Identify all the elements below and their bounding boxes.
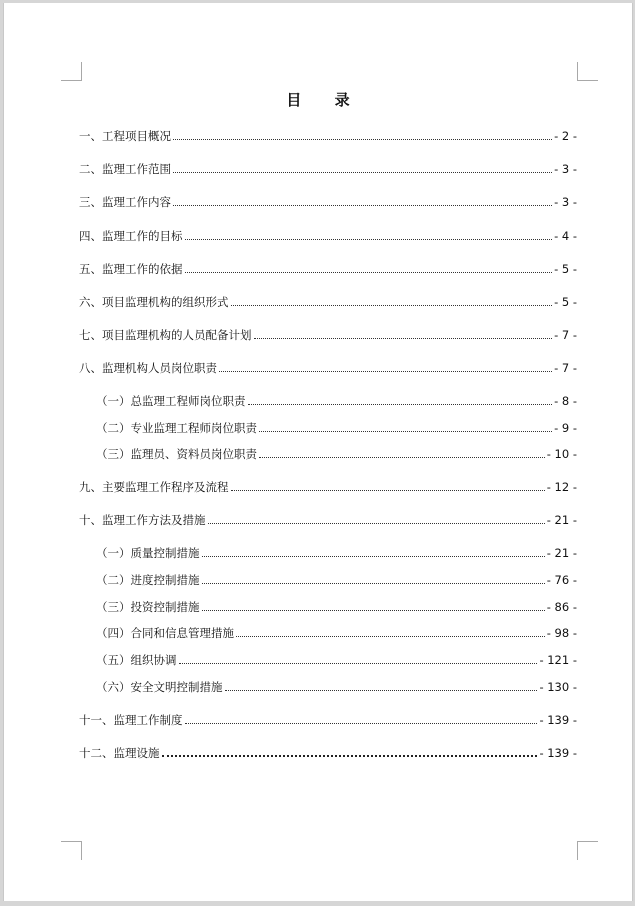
toc-leader xyxy=(231,305,553,306)
toc-entry-page: - 21 - xyxy=(546,513,577,527)
document-page xyxy=(3,3,633,901)
toc-entry[interactable] xyxy=(79,127,577,143)
toc-leader xyxy=(259,431,552,432)
toc-entry[interactable] xyxy=(96,678,577,694)
toc-leader xyxy=(231,490,545,491)
toc-leader xyxy=(208,523,545,524)
toc-entry-page: - 2 - xyxy=(554,129,577,143)
toc-entry-label: （一）质量控制措施 xyxy=(96,546,200,560)
toc-entry[interactable] xyxy=(79,326,577,342)
toc-leader xyxy=(179,663,538,664)
toc-entry[interactable] xyxy=(79,160,577,176)
toc-leader xyxy=(248,404,553,405)
toc-entry-page: - 9 - xyxy=(554,421,577,435)
toc-entry-label: 八、监理机构人员岗位职责 xyxy=(79,361,217,375)
toc-entry-label: （五）组织协调 xyxy=(96,653,177,667)
toc-entry[interactable] xyxy=(79,227,577,243)
crop-mark-bottom-left xyxy=(61,841,82,860)
toc-entry-label: 十、监理工作方法及措施 xyxy=(79,513,206,527)
toc-title: 目 录 xyxy=(286,91,364,109)
toc-entry[interactable] xyxy=(79,359,577,375)
toc-entry-page: - 7 - xyxy=(554,328,577,342)
toc-entry-page: - 4 - xyxy=(554,229,577,243)
toc-entry-page: - 3 - xyxy=(554,195,577,209)
toc-entry-label: （三）投资控制措施 xyxy=(96,600,200,614)
crop-mark-top-left xyxy=(61,62,82,81)
toc-leader xyxy=(225,690,538,691)
toc-entry-label: （六）安全文明控制措施 xyxy=(96,680,223,694)
toc-entry-label: 七、项目监理机构的人员配备计划 xyxy=(79,328,252,342)
toc-leader xyxy=(202,556,545,557)
toc-entry-label: （二）专业监理工程师岗位职责 xyxy=(96,421,257,435)
toc-entry-page: - 7 - xyxy=(554,361,577,375)
toc-entry[interactable] xyxy=(96,445,577,461)
toc-entry-label: （二）进度控制措施 xyxy=(96,573,200,587)
toc-leader xyxy=(202,610,545,611)
toc-entry-page: - 8 - xyxy=(554,394,577,408)
toc-entry-page: - 5 - xyxy=(554,262,577,276)
toc-entry[interactable] xyxy=(79,711,577,727)
toc-entry[interactable] xyxy=(79,511,577,527)
toc-entry-page: - 10 - xyxy=(546,447,577,461)
toc-leader xyxy=(185,239,553,240)
toc-entry[interactable] xyxy=(96,392,577,408)
toc-entry-page: - 3 - xyxy=(554,162,577,176)
toc-leader xyxy=(173,139,552,140)
toc-leader xyxy=(236,636,545,637)
toc-leader xyxy=(254,338,553,339)
toc-entry-label: （四）合同和信息管理措施 xyxy=(96,626,234,640)
toc-entry-label: 三、监理工作内容 xyxy=(79,195,171,209)
toc-leader xyxy=(202,583,545,584)
toc-entry-label: 十一、监理工作制度 xyxy=(79,713,183,727)
toc-entry[interactable] xyxy=(96,544,577,560)
toc-leader xyxy=(219,371,552,372)
toc-entry-label: 四、监理工作的目标 xyxy=(79,229,183,243)
toc-entry[interactable] xyxy=(96,571,577,587)
crop-mark-top-right xyxy=(577,62,598,81)
toc-entry-page: - 76 - xyxy=(546,573,577,587)
toc-entry-label: 一、工程项目概况 xyxy=(79,129,171,143)
toc-entry[interactable] xyxy=(79,293,577,309)
toc-entry-label: 六、项目监理机构的组织形式 xyxy=(79,295,229,309)
toc-entry-page: - 130 - xyxy=(539,680,577,694)
toc-entry[interactable] xyxy=(96,651,577,667)
toc-entry-page: - 21 - xyxy=(546,546,577,560)
toc-entry[interactable] xyxy=(96,624,577,640)
toc-leader xyxy=(259,457,545,458)
toc-entry-label: 五、监理工作的依据 xyxy=(79,262,183,276)
toc-entry-page: - 139 - xyxy=(539,713,577,727)
toc-leader xyxy=(185,723,538,724)
toc-entry-label: （三）监理员、资料员岗位职责 xyxy=(96,447,257,461)
toc-leader xyxy=(185,272,553,273)
toc-leader xyxy=(173,205,552,206)
toc-entry-page: - 12 - xyxy=(546,480,577,494)
toc-entry-page: - 139 - xyxy=(539,746,577,760)
toc-entry-page: - 86 - xyxy=(546,600,577,614)
toc-entry[interactable] xyxy=(96,598,577,614)
toc-leader xyxy=(173,172,552,173)
toc-leader xyxy=(162,755,538,757)
toc-entry-label: 九、主要监理工作程序及流程 xyxy=(79,480,229,494)
toc-entry-page: - 5 - xyxy=(554,295,577,309)
toc-entry-page: - 98 - xyxy=(546,626,577,640)
toc-entry[interactable] xyxy=(79,260,577,276)
toc-entry-label: （一）总监理工程师岗位职责 xyxy=(96,394,246,408)
crop-mark-bottom-right xyxy=(577,841,598,860)
toc-entry[interactable] xyxy=(79,478,577,494)
toc-entry[interactable] xyxy=(79,744,577,760)
toc-entry[interactable] xyxy=(79,193,577,209)
toc-entry-label: 二、监理工作范围 xyxy=(79,162,171,176)
toc-entry[interactable] xyxy=(96,419,577,435)
toc-entry-label: 十二、监理设施 xyxy=(79,746,160,760)
toc-entry-page: - 121 - xyxy=(539,653,577,667)
